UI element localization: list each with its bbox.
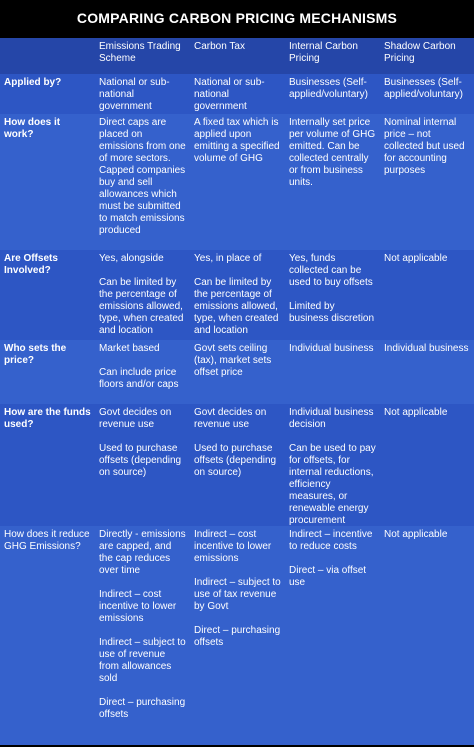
cell-paragraph: Market based	[99, 343, 160, 354]
row-label: Applied by?	[4, 77, 62, 88]
page-title: COMPARING CARBON PRICING MECHANISMS	[76, 10, 398, 26]
table-cell	[380, 526, 474, 745]
table-cell	[190, 404, 285, 526]
table-cell	[190, 74, 285, 114]
cell-paragraph: Internally set price per volume of GHG emitted. Can be collected centrally or from business units.	[289, 117, 376, 188]
cell-paragraph: Indirect – subject to use of tax revenue by Govt	[194, 577, 281, 612]
table-cell	[285, 526, 380, 745]
table-cell	[285, 404, 380, 526]
table-cell	[95, 340, 190, 404]
cell-paragraph: Can be limited by the percentage of emissions allowed, type, when created and location	[194, 277, 279, 336]
table-cell	[285, 250, 380, 340]
cell-paragraph: A fixed tax which is applied upon emitting a specified volume of GHG	[194, 117, 280, 164]
cell-paragraph: Individual business decision	[289, 407, 374, 430]
table-cell	[95, 404, 190, 526]
cell-paragraph: Not applicable	[384, 529, 448, 540]
table-cell	[190, 526, 285, 745]
cell-paragraph: Not applicable	[384, 253, 448, 264]
cell-paragraph: Direct caps are placed on emissions from one of more sectors. Capped companies buy and sell allowances which must be submitted to match emissions produced	[99, 117, 186, 236]
column-header: Emissions Trading Scheme	[99, 41, 181, 64]
cell-paragraph: Direct – via offset use	[289, 565, 367, 588]
table-row	[0, 340, 474, 404]
cell-paragraph: Direct – purchasing offsets	[99, 697, 186, 720]
row-label: How does it reduce GHG Emissions?	[4, 529, 90, 552]
cell-paragraph: Can include price floors and/or caps	[99, 367, 179, 390]
cell-paragraph: Indirect – cost incentive to lower emissions	[99, 589, 177, 624]
table-row	[0, 404, 474, 526]
cell-paragraph: Individual business	[384, 343, 469, 354]
cell-paragraph: Govt sets ceiling (tax), market sets offset price	[194, 343, 272, 378]
table-row	[0, 250, 474, 340]
table-cell	[190, 340, 285, 404]
table-cell	[95, 114, 190, 250]
table-row	[0, 526, 474, 745]
column-header: Carbon Tax	[194, 41, 245, 52]
cell-paragraph: Limited by business discretion	[289, 301, 375, 324]
column-header: Shadow Carbon Pricing	[384, 41, 456, 64]
cell-paragraph: Used to purchase offsets (depending on source)	[99, 443, 182, 478]
table-cell	[285, 114, 380, 250]
table-cell	[95, 526, 190, 745]
cell-paragraph: Can be used to pay for offsets, for internal reductions, efficiency measures, or renewable energy procurement	[289, 443, 376, 526]
cell-paragraph: Indirect – cost incentive to lower emissions	[194, 529, 272, 564]
table-row	[0, 74, 474, 114]
cell-paragraph: Indirect – subject to use of revenue from allowances sold	[99, 637, 186, 684]
cell-paragraph: Direct – purchasing offsets	[194, 625, 281, 648]
row-label: How are the funds used?	[4, 407, 91, 430]
cell-paragraph: National or sub-national government	[194, 77, 265, 112]
column-header: Internal Carbon Pricing	[289, 41, 358, 64]
table-cell	[285, 74, 380, 114]
table-cell	[95, 250, 190, 340]
cell-paragraph: Yes, in place of	[194, 253, 262, 264]
table-cell	[380, 114, 474, 250]
table-cell	[190, 250, 285, 340]
cell-paragraph: National or sub-national government	[99, 77, 170, 112]
cell-paragraph: Used to purchase offsets (depending on source)	[194, 443, 277, 478]
row-label: Who sets the price?	[4, 343, 67, 366]
header-cell-empty	[0, 38, 95, 74]
cell-paragraph: Can be limited by the percentage of emissions allowed, type, when created and location	[99, 277, 184, 336]
table-cell	[190, 114, 285, 250]
cell-paragraph: Individual business	[289, 343, 374, 354]
cell-paragraph: Yes, funds collected can be used to buy offsets	[289, 253, 373, 288]
table-cell	[380, 74, 474, 114]
cell-paragraph: Not applicable	[384, 407, 448, 418]
table-cell	[380, 404, 474, 526]
table-row	[0, 114, 474, 250]
table-cell	[95, 74, 190, 114]
cell-paragraph: Nominal internal price – not collected but used for accounting purposes	[384, 117, 465, 176]
cell-paragraph: Yes, alongside	[99, 253, 164, 264]
cell-paragraph: Govt decides on revenue use	[99, 407, 172, 430]
table-cell	[380, 250, 474, 340]
table-cell	[285, 340, 380, 404]
cell-paragraph: Directly - emissions are capped, and the cap reduces over time	[99, 529, 186, 576]
row-label: Are Offsets Involved?	[4, 253, 58, 276]
table-header-row	[0, 38, 474, 74]
cell-paragraph: Indirect – incentive to reduce costs	[289, 529, 373, 552]
row-label: How does it work?	[4, 117, 61, 140]
cell-paragraph: Govt decides on revenue use	[194, 407, 267, 430]
cell-paragraph: Businesses (Self-applied/voluntary)	[384, 77, 463, 100]
cell-paragraph: Businesses (Self-applied/voluntary)	[289, 77, 368, 100]
table-cell	[380, 340, 474, 404]
